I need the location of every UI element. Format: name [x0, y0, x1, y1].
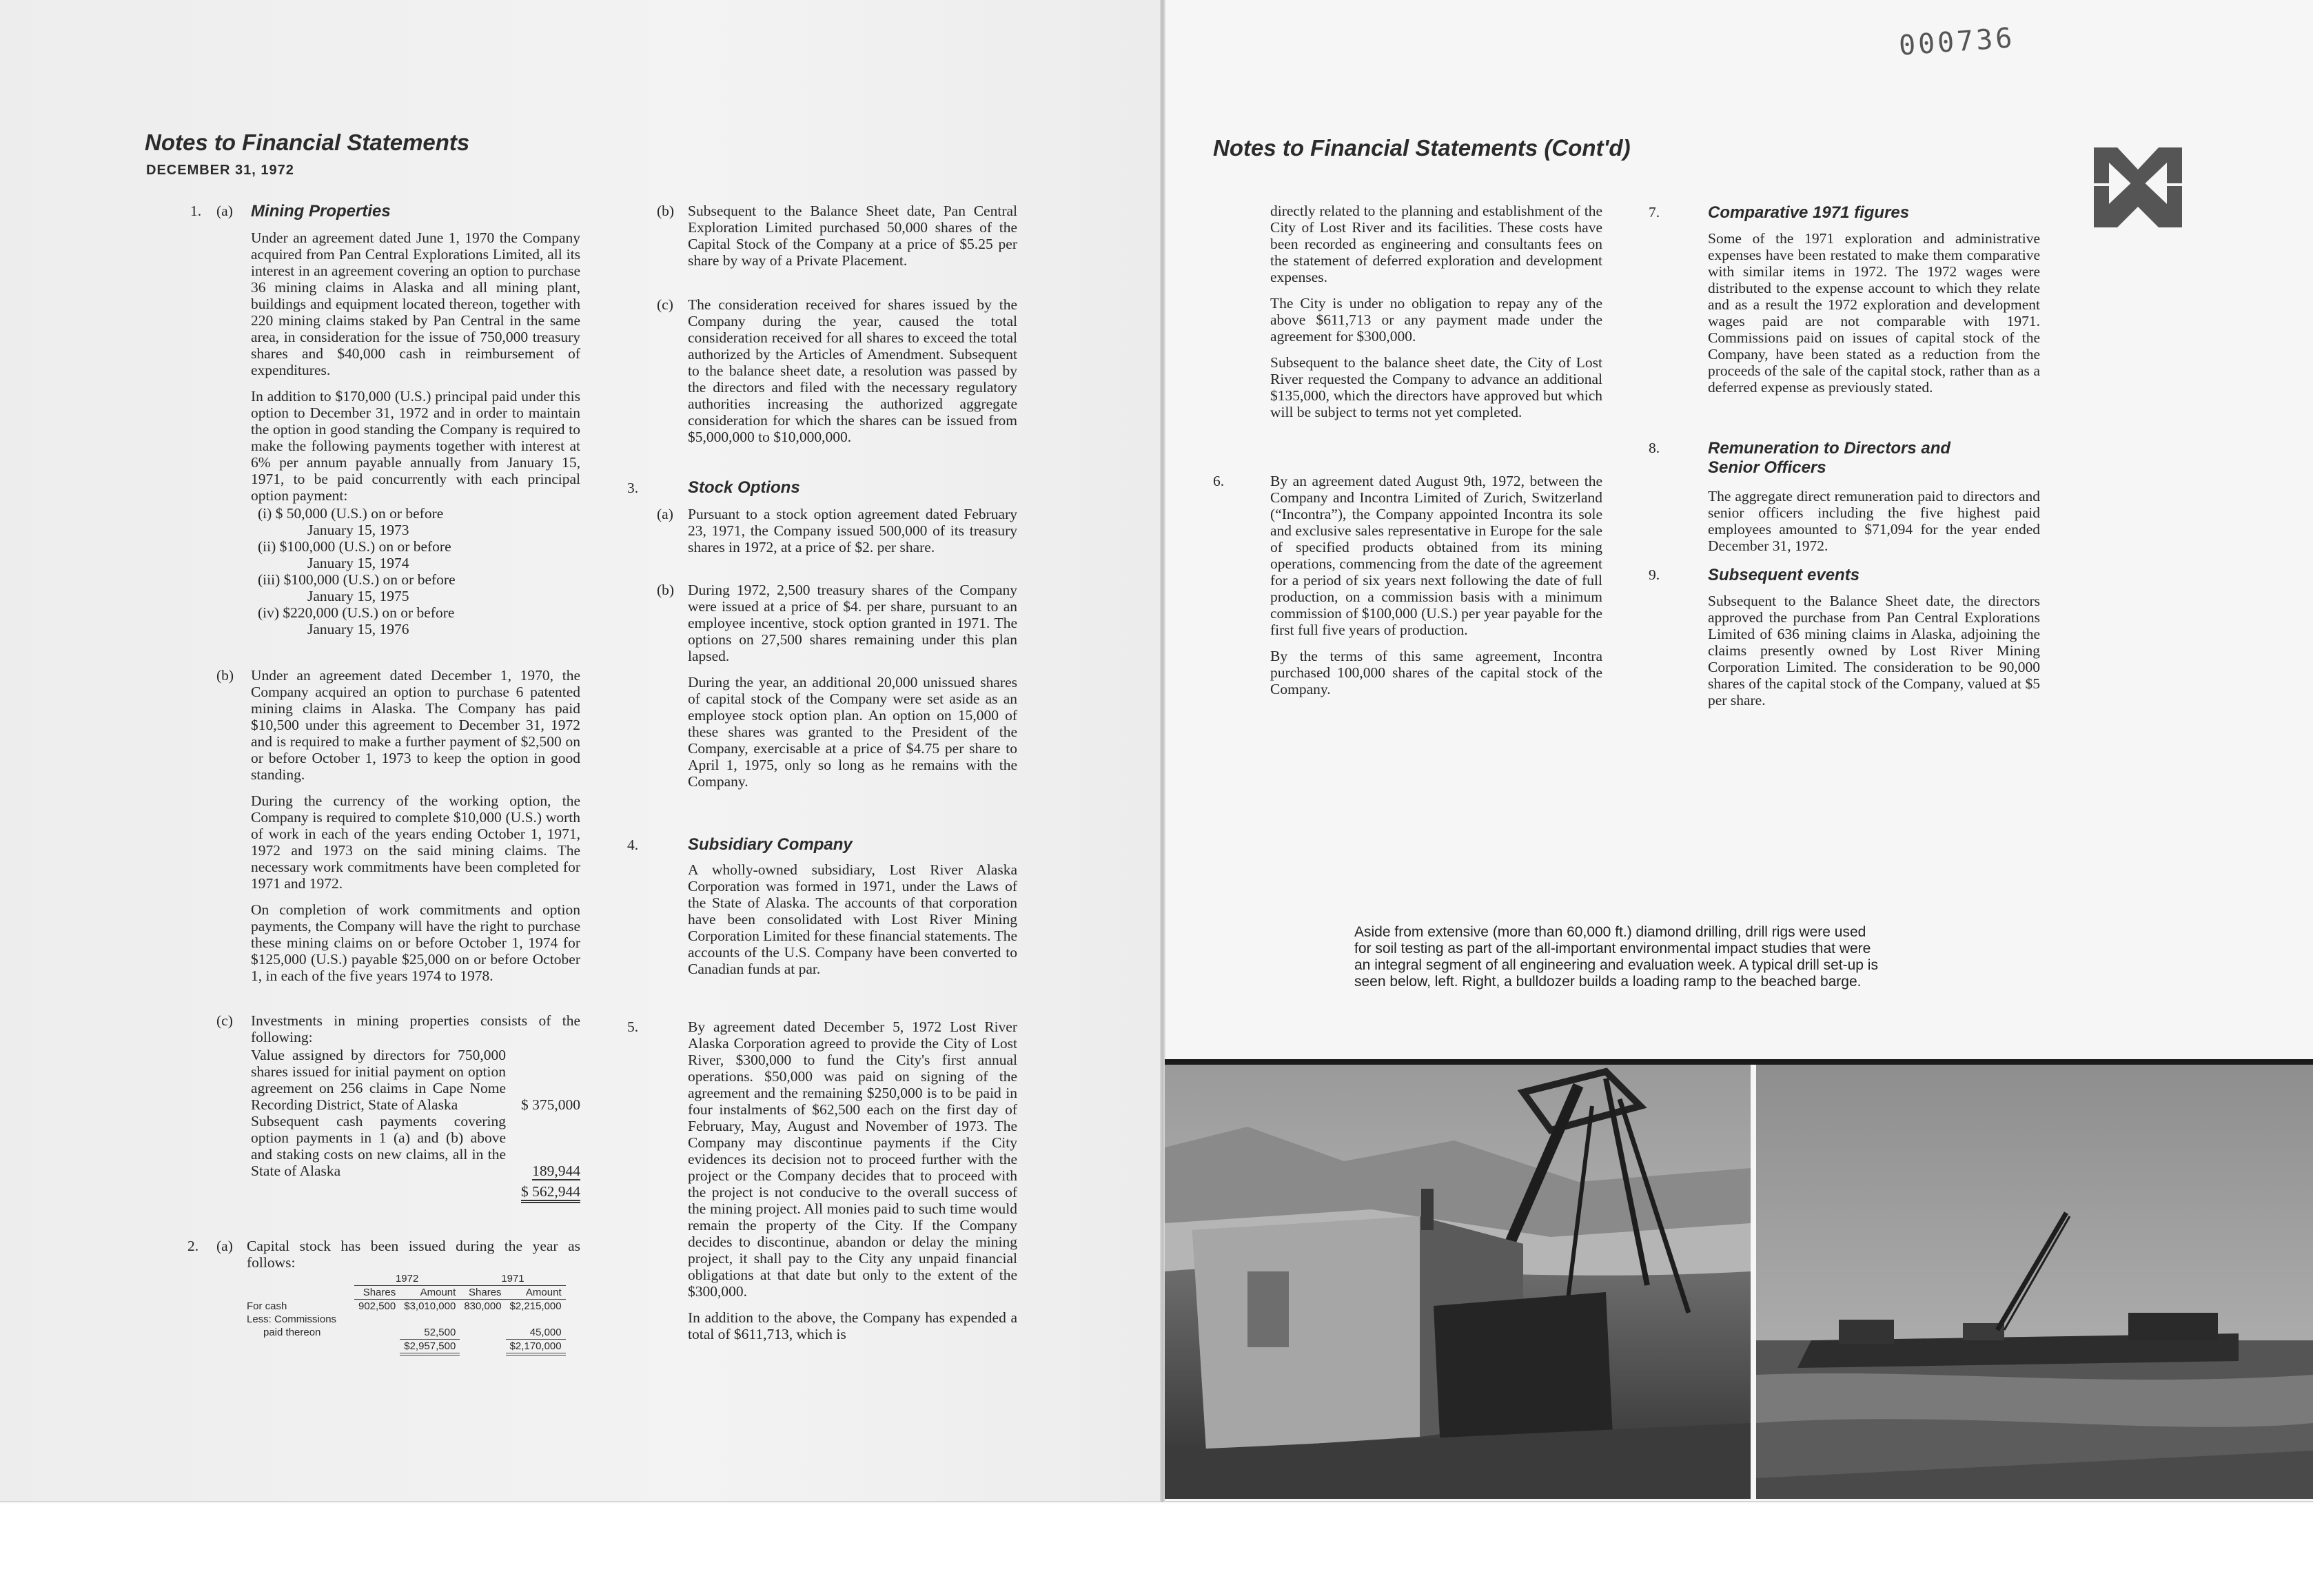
- note-1a-body: [251, 229, 580, 637]
- note-7-body: Some of the 1971 exploration and administrative expenses have been restated to make them comparative with similar items in 1972. The 1972 wages were distributed to the expense account to which they relate and as a result the 1972 exploration and development wages paid are not comparable with 1971. Commissions paid on issues of capital stock of the Company, have been stated as a reduction from the proceeds of the sale of the capital stock, rather than as a deferred expense as previously stated.: [1708, 230, 2040, 396]
- right-heading: Notes to Financial Statements (Cont'd): [1213, 135, 1631, 161]
- note-3-number: 3.: [627, 480, 639, 496]
- note-5-paragraph: The City is under no obligation to repay any of the above $611,713 or any payment made under the agreement for $300,000.: [1270, 295, 1602, 345]
- option-payment-item: (ii) $100,000 (U.S.) on or before January 15, 1974: [258, 538, 451, 571]
- drill-rig-photo: [1165, 1065, 1751, 1499]
- shares-header: Shares: [460, 1286, 505, 1300]
- note-3-title: Stock Options: [688, 478, 800, 497]
- note-8-body: The aggregate direct remuneration paid to directors and senior officers including the five highest paid employees amounted to $71,094 for the year ended December 31, 1972.: [1708, 488, 2040, 554]
- note-5-body: [688, 1019, 1017, 1352]
- photo-strip-border: [1165, 1059, 2313, 1065]
- note-5-continued: [1270, 203, 1602, 430]
- note-6-number: 6.: [1213, 473, 1225, 489]
- note-8-title-line: Remuneration to Directors and: [1708, 439, 1951, 458]
- amount-header: Amount: [400, 1286, 460, 1300]
- note-1a-paragraph: In addition to $170,000 (U.S.) principal paid under this option to December 31, 1972 and in order to maintain the option in good standing the Company is required to make the following payments together with interest at 6% per annum payable annually from January 15, 1971, to be paid concurrently with each principal option payment:: [251, 388, 580, 504]
- note-2c-body: The consideration received for shares issued by the Company during the year, caused the total consideration received for all shares to exceed the total authorized by the Articles of Amendment. Subsequent to the balance sheet date, a resolution was passed by the directors and filed with the necessary regulatory authorities increasing the authorized aggregate consideration for which the shares can be issued from $5,000,000 to $10,000,000.: [688, 296, 1017, 445]
- option-payment-item: (i) $ 50,000 (U.S.) on or before January 15, 1973: [258, 505, 444, 538]
- note-6-body: [1270, 473, 1602, 707]
- year-1971-header: 1971: [501, 1273, 524, 1285]
- note-9-title: Subsequent events: [1708, 566, 1860, 584]
- note-4-title: Subsidiary Company: [688, 835, 853, 854]
- table-row: paid thereon 52,500 45,000: [247, 1326, 566, 1340]
- note-5-paragraph: By agreement dated December 5, 1972 Lost River Alaska Corporation agreed to provide the City of Lost River, $300,000 to fund the City's first annual operations. $50,000 was paid on signing of the agreement and the remaining $250,000 is to be paid in four instalments of $62,500 each on the first day of February, May, August and November of 1973. The Company may discontinue payments if the City evidences its decision not to proceed further with the project or the Company decides that to proceed with the project is not conducive to the overall success of the mining project. All monies paid to such time would remain the property of the City. If the Company decides to discontinue, abandon or delay the mining project, it shall pay to the City any unpaid financial obligations at that date but only to the extent of the $300,000.: [688, 1019, 1017, 1300]
- note-8-number: 8.: [1649, 440, 1660, 456]
- note-1a-paragraph: Under an agreement dated June 1, 1970 the Company acquired from Pan Central Explorations Limited, all its interest in an agreement covering an option to purchase 36 mining claims in Alaska and all mining plant, buildings and equipment located thereon, together with 220 mining claims staked by Pan Central in the same area, in consideration for the issue of 750,000 treasury shares and $40,000 cash in reimbursement of expenditures.: [251, 229, 580, 378]
- investment-row: Value assigned by directors for 750,000 shares issued for initial payment on option agreement on 256 claims in Cape Nome Recording District, State of Alaska $ 375,000: [251, 1047, 580, 1113]
- note-3b-paragraph: During 1972, 2,500 treasury shares of the Company were issued at a price of $4. per share, pursuant to an employee incentive, stock option granted in 1971. The options on 27,500 shares remaining under this plan lapsed.: [688, 582, 1017, 664]
- note-3b-body: [688, 582, 1017, 799]
- investment-total-row: [251, 1183, 580, 1200]
- note-1-number: 1.: [190, 203, 202, 219]
- note-2b-body: Subsequent to the Balance Sheet date, Pan Central Exploration Limited purchased 50,000 shares of the Capital Stock of the Company at a price of $5.25 per share by way of a Private Placement.: [688, 203, 1017, 269]
- note-3a-label: (a): [657, 506, 673, 522]
- note-1c-label: (c): [216, 1012, 233, 1029]
- note-3b-paragraph: During the year, an additional 20,000 unissued shares of capital stock of the Company were set aside as an employee stock option plan. An option on 15,000 of these shares was granted to the President of the Company, exercisable at a price of $4.75 per share to April 1, 1975, only so long as he remains with the Company.: [688, 674, 1017, 790]
- note-8-title: [1708, 439, 1950, 478]
- note-2a-label: (a): [216, 1238, 233, 1254]
- note-1b-label: (b): [216, 667, 234, 684]
- note-4-body: A wholly-owned subsidiary, Lost River Alaska Corporation was formed in 1971, under the Laws of the State of Alaska. The accounts of that corporation have been consolidated with Lost River Mining Corporation Limited for these financial statements. The accounts of the U.S. Company have been converted to Canadian funds at par.: [688, 861, 1017, 977]
- investment-total: $ 562,944: [521, 1183, 580, 1203]
- note-1b-paragraph: During the currency of the working option, the Company is required to complete $10,000 (U.S.) worth of work in each of the years ending October 1, 1971, 1972 and 1973 on the said mining claims. The necessary work commitments have been completed for 1971 and 1972.: [251, 792, 580, 892]
- option-payment-item: (iii) $100,000 (U.S.) on or before January 15, 1975: [258, 571, 456, 604]
- note-4-number: 4.: [627, 837, 639, 853]
- note-3b-label: (b): [657, 582, 675, 598]
- investment-row: Subsequent cash payments covering option payments in 1 (a) and (b) above and staking costs on new claims, all in the State of Alaska 189,944: [251, 1113, 580, 1179]
- table-row: For cash 902,500 $3,010,000 830,000 $2,215,000: [247, 1300, 562, 1312]
- note-1b-body: [251, 667, 580, 994]
- note-9-number: 9.: [1649, 566, 1660, 583]
- amount-header: Amount: [506, 1286, 566, 1300]
- note-7-title: Comparative 1971 figures: [1708, 203, 1910, 222]
- note-1b-paragraph: Under an agreement dated December 1, 1970, the Company acquired an option to purchase 6 patented mining claims in Alaska. The Company has paid $10,500 under this agreement to December 31, 1972 and is required to make a further payment of $2,500 on or before October 1, 1973 to keep the option in good standing.: [251, 667, 580, 783]
- statement-date: DECEMBER 31, 1972: [146, 163, 294, 178]
- table-row: $2,957,500 $2,170,000: [247, 1340, 566, 1355]
- photo-caption: Aside from extensive (more than 60,000 ft.) diamond drilling, drill rigs were used for soil testing as part of the all-important environmental impact studies that were an integral segment of all engineering and evaluation week. A typical drill set-up is seen below, left. Right, a bulldozer builds a loading ramp to the beached barge.: [1354, 924, 1878, 990]
- option-payment-item: (iv) $220,000 (U.S.) on or before January 15, 1976: [258, 604, 455, 637]
- table-row: Less: Commissions: [247, 1313, 337, 1325]
- scan-background: [0, 1504, 2313, 1596]
- note-5-paragraph: In addition to the above, the Company has expended a total of $611,713, which is: [688, 1309, 1017, 1342]
- note-5-paragraph: directly related to the planning and establishment of the City of Lost River and its facilities. These costs have been recorded as engineering and consultants fees on the statement of deferred exploration and development expenses.: [1270, 203, 1602, 285]
- barge-crane-photo: [1756, 1065, 2313, 1499]
- note-1c-paragraph: Investments in mining properties consists of the following:: [251, 1012, 580, 1045]
- note-8-title-line: Senior Officers: [1708, 458, 1826, 477]
- note-7-number: 7.: [1649, 204, 1660, 221]
- option-payments-list: [251, 505, 580, 637]
- document-number-stamp: 000736: [1897, 22, 2016, 62]
- note-1c-body: [251, 1012, 580, 1200]
- note-1-title: Mining Properties: [251, 202, 391, 221]
- year-1972-header: 1972: [395, 1273, 419, 1285]
- note-5-paragraph: Subsequent to the balance sheet date, the City of Lost River requested the Company to advance an additional $135,000, which the directors have approved but which will be subject to terms not yet completed.: [1270, 354, 1602, 420]
- company-logo: [2090, 135, 2186, 232]
- note-2-number: 2.: [187, 1238, 199, 1254]
- capital-stock-table: [247, 1272, 566, 1355]
- left-heading: Notes to Financial Statements: [145, 130, 470, 155]
- note-2b-label: (b): [657, 203, 675, 219]
- shares-header: Shares: [354, 1286, 400, 1300]
- note-1b-paragraph: On completion of work commitments and option payments, the Company will have the right to purchase these mining claims on or before October 1, 1974 for $125,000 (U.S.) payable $25,000 on or before October 1, in each of the five years 1974 to 1978.: [251, 901, 580, 984]
- note-5-number: 5.: [627, 1019, 639, 1035]
- note-3a-body: Pursuant to a stock option agreement dated February 23, 1971, the Company issued 500,000 of its treasury shares in 1972, at a price of $2. per share.: [688, 506, 1017, 555]
- note-9-body: Subsequent to the Balance Sheet date, the directors approved the purchase from Pan Central Explorations Limited of 636 mining claims in Alaska, adjoining the claims presently owned by Lost River Mining Corporation Limited. The consideration to be 90,000 shares of the capital stock of the Company, valued at $5 per share.: [1708, 593, 2040, 708]
- note-2a-body: Capital stock has been issued during the year as follows:: [247, 1238, 580, 1271]
- note-2c-label: (c): [657, 296, 673, 313]
- note-1a-label: (a): [216, 203, 233, 219]
- note-6-paragraph: By the terms of this same agreement, Incontra purchased 100,000 shares of the capital stock of the Company.: [1270, 648, 1602, 697]
- note-6-paragraph: By an agreement dated August 9th, 1972, between the Company and Incontra Limited of Zurich, Switzerland (“Incontra”), the Company appointed Incontra its sole and exclusive sales representative in Europe for the sale of specified products obtained from its mining operations, commencing from the date of the agreement for a period of six years next following the date of full production, on a commission basis with a minimum commission of $100,000 (U.S.) per year payable for the first full five years of production.: [1270, 473, 1602, 638]
